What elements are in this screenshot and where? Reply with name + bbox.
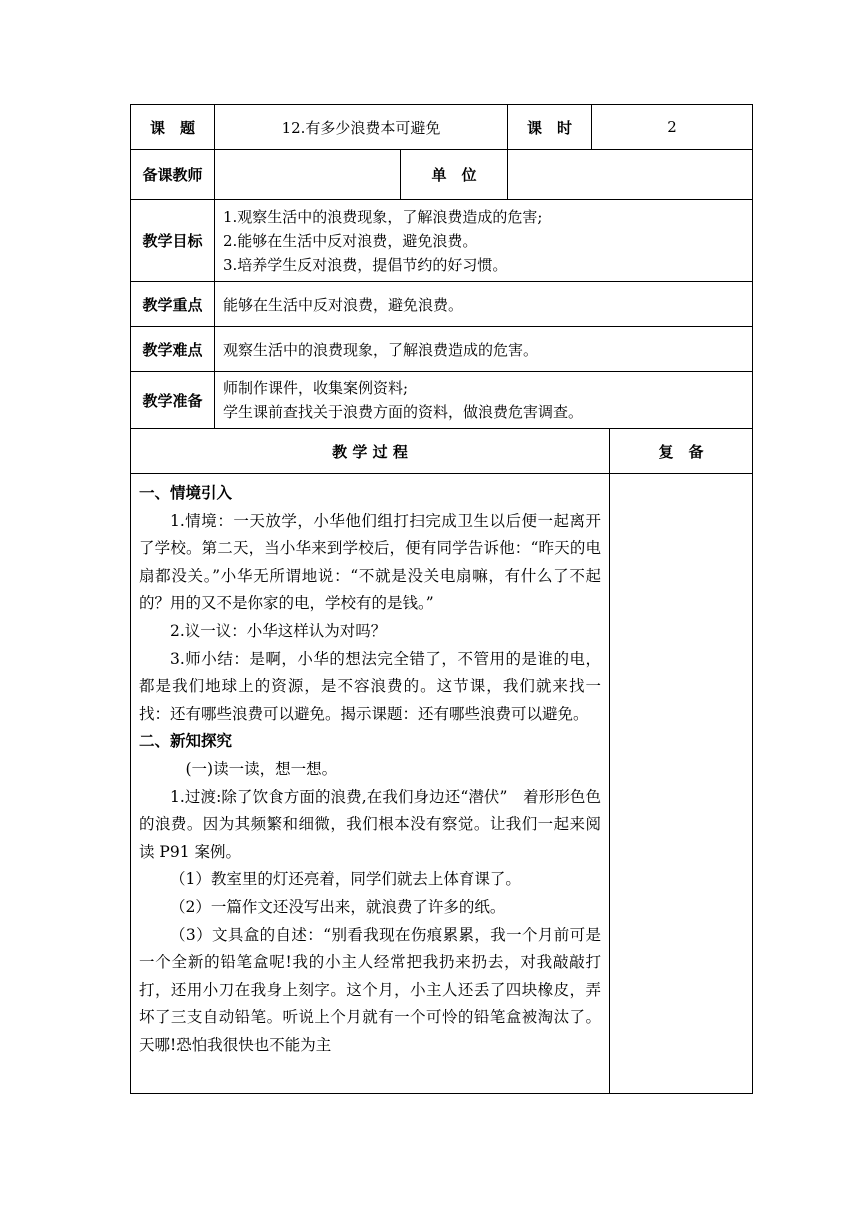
paragraph: 2.议一议：小华这样认为对吗？	[170, 621, 387, 640]
key-points-label: 教学重点	[131, 282, 215, 327]
preparation-cell	[215, 372, 753, 429]
hours-label: 课 时	[508, 105, 592, 150]
unit-label: 单 位	[401, 150, 508, 200]
objectives-label: 教学目标	[131, 200, 215, 282]
paragraph: 1.情境：一天放学，小华他们组打扫完成卫生以后便一起离开了学校。第二天，当小华来到学校后，便有同学告诉他：“昨天的电扇都没关。”小华无所谓地说：“不就是没关电扇嘛，有什么了不起的？用的又不是你家的电，学校有的是钱。”	[139, 511, 602, 613]
section-title: 一、情境引入	[139, 484, 233, 502]
objective-item: 3.培养学生反对浪费，提倡节约的好习惯。	[223, 255, 508, 274]
process-header: 教 学 过 程	[131, 429, 610, 474]
objective-item: 2.能够在生活中反对浪费，避免浪费。	[223, 231, 478, 250]
review-cell	[610, 474, 753, 1094]
review-header: 复 备	[610, 429, 753, 474]
teacher-value	[215, 150, 401, 200]
objectives-cell	[215, 200, 753, 282]
preparation-item: 学生课前查找关于浪费方面的资料，做浪费危害调查。	[223, 403, 584, 421]
unit-value	[508, 150, 753, 200]
hours-value: 2	[592, 105, 753, 150]
difficulties-value: 观察生活中的浪费现象，了解浪费造成的危害。	[215, 327, 753, 372]
section-title: 二、新知探究	[139, 732, 233, 751]
case-item: （1）教室里的灯还亮着，同学们就去上体育课了。	[170, 870, 521, 889]
difficulties-label: 教学难点	[131, 327, 215, 372]
paragraph: 3.师小结：是啊，小华的想法完全错了，不管用的是谁的电，都是我们地球上的资源，是不容浪费的。这节课，我们就来找一找：还有哪些浪费可以避免。揭示课题：还有哪些浪费可以避免。	[139, 649, 602, 723]
preparation-item: 师制作课件，收集案例资料;	[223, 379, 409, 397]
lesson-plan-table	[130, 104, 753, 1094]
teacher-label: 备课教师	[131, 150, 215, 200]
preparation-label: 教学准备	[131, 372, 215, 429]
topic-value: 12.有多少浪费本可避免	[215, 105, 508, 150]
paragraph: 1.过渡:除了饮食方面的浪费,在我们身边还“潜伏” 着形形色色的浪费。因为其频繁和细微，我们根本没有察觉。让我们一起来阅读 P91 案例。	[139, 787, 602, 861]
process-content	[131, 474, 610, 1094]
topic-label: 课 题	[131, 105, 215, 150]
key-points-value: 能够在生活中反对浪费，避免浪费。	[215, 282, 753, 327]
case-item: （2）一篇作文还没写出来，就浪费了许多的纸。	[170, 897, 506, 916]
case-item: （3）文具盒的自述：“别看我现在伤痕累累，我一个月前可是一个全新的铅笔盒呢!我的小主人经常把我扔来扔去，对我敲敲打打，还用小刀在我身上刻字。这个月，小主人还丢了四块橡皮，弄坏了三支自动铅笔。听说上个月就有一个可怜的铅笔盒被淘汰了。天哪!恐怕我很快也不能为主	[139, 925, 602, 1054]
subsection-title: (一)读一读，想一想。	[185, 759, 338, 778]
objective-item: 1.观察生活中的浪费现象，了解浪费造成的危害;	[223, 207, 543, 226]
